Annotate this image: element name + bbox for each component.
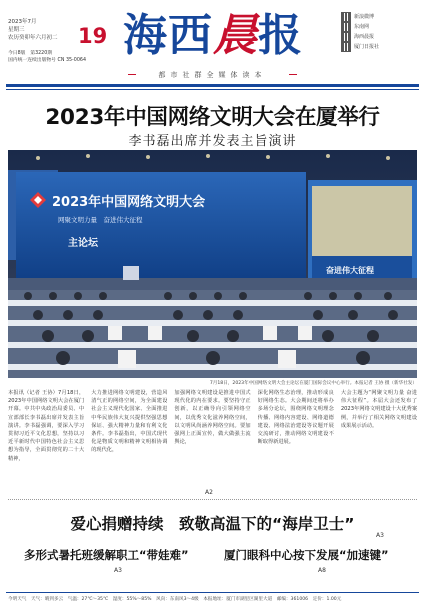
article-body (8, 389, 417, 481)
title-char: 海 (123, 10, 166, 61)
lunar-date: 农历癸卯年六月初二 (8, 35, 58, 41)
issue-block (8, 50, 86, 64)
date-line: 2023年7月 (8, 19, 37, 25)
day-number: 19 (78, 24, 108, 48)
article-column: 加强网络文明建设是推进中国式现代化的内在要求。要坚持守正创新，以正确导向引领网络空间，以优秀文化滋养网络空间，以文明风尚涵养网络空间。要加强网上正面宣传，做大做强主流舆论， (174, 390, 251, 446)
date-block (8, 18, 58, 42)
media-links (341, 12, 417, 52)
masthead-rule-thin (6, 89, 419, 90)
lower-headline-3[interactable]: 厦门眼科中心按下发展“加速键” (224, 548, 389, 562)
article-column: 大力推进网络文明建设，营造风清气正的网络空间，为全面建设社会主义现代化国家、全面推进中华民族伟大复兴提供坚强思想保证、强大精神力量和有利文化条件。李书磊指出，中国式现代化是物质文明和精神文明相协调的现代化， (91, 390, 168, 454)
title-char: 报 (258, 10, 301, 61)
page-ref-lead[interactable]: A2 (205, 489, 213, 496)
slogan: 都市社群全媒体读本 (140, 70, 285, 80)
right-screen-image (312, 186, 412, 256)
lower-headline-2[interactable]: 多形式暑托班缓解职工“带娃难” (24, 548, 189, 562)
newspaper-title (112, 10, 312, 62)
article-column: 深化网络生态治理，推动形成良好网络生态。大会期间还将举办多场分论坛，围绕网络文明理念传播、网络内容建设、网络道德建设、网络法治建设等议题开展交流研讨，推动网络文明建设不断取得新进展。 (257, 390, 334, 446)
main-screen (16, 172, 306, 280)
lower-headline-1[interactable]: 爱心捐赠持续 致敬高温下的“海岸卫士” (70, 515, 355, 533)
qr-code-icon[interactable] (341, 32, 351, 42)
qr-code-icon[interactable] (341, 22, 351, 32)
title-char: 晨 (213, 10, 256, 61)
page-ref-1[interactable]: A3 (376, 532, 384, 539)
screen-slogan: 网聚文明力量 奋进伟大征程 (58, 216, 143, 224)
media-link[interactable]: 海西晨报 (354, 34, 375, 40)
weekday: 星期三 (8, 27, 25, 33)
qr-code-icon[interactable] (341, 42, 351, 52)
masthead-rule (6, 84, 419, 87)
article-column: 大会主题为“网聚文明力量 奋进伟大征程”。本届大会还发布了2023年网络文明建设十大优秀案例，并举行了相关网络文明建设成果展示活动。 (340, 390, 418, 429)
article-column: 本报讯（记者 王协）7月18日，2023年中国网络文明大会在厦门开幕。中共中央政治局委员、中宣部部长李书磊出席并发表主旨演讲。李书磊强调，要深入学习贯彻习近平文化思想，坚持以习近平新时代中国特色社会主义思想为指导，全面贯彻党的二十大精神， (8, 390, 85, 462)
screen-title: 2023年中国网络文明大会 (52, 195, 206, 210)
masthead (0, 0, 425, 84)
stage (8, 278, 417, 290)
title-char: 西 (168, 10, 211, 61)
conference-photo[interactable] (8, 150, 417, 378)
section-divider (8, 499, 417, 500)
footer-info: 今明天气 天气：晴到多云 气温：27℃～35℃ 湿度：55%～85% 风向：东南风3～4级 本报地址：厦门市湖里区湖里大道 邮编：361006 定价：1.00元 (8, 597, 342, 602)
right-screen-text: 奋进伟大征程 (326, 266, 374, 275)
page-ref-3[interactable]: A8 (318, 567, 326, 574)
qr-code-icon[interactable] (341, 12, 351, 22)
footer-rule (6, 592, 419, 593)
media-link[interactable]: 新浪微博 (354, 14, 375, 20)
media-link[interactable]: 东南网 (354, 24, 370, 30)
subheadline: 李书磊出席并发表主旨演讲 (128, 134, 297, 149)
headline[interactable]: 2023年中国网络文明大会在厦举行 (45, 105, 380, 130)
edition: 今日8版 (8, 51, 26, 56)
cn-code: 国内统一连续出版物号 CN 35-0064 (8, 58, 86, 63)
media-link[interactable]: 厦门日报社 (354, 44, 380, 50)
page-ref-2[interactable]: A3 (114, 567, 122, 574)
photo-caption: 7月18日，2023年中国网络文明大会主论坛在厦门国际会议中心举行。本报记者 王协 摄（新华社发） (209, 381, 417, 386)
issue-number: 第3220期 (30, 51, 53, 56)
podium (123, 266, 139, 280)
screen-label: 主论坛 (68, 238, 98, 249)
